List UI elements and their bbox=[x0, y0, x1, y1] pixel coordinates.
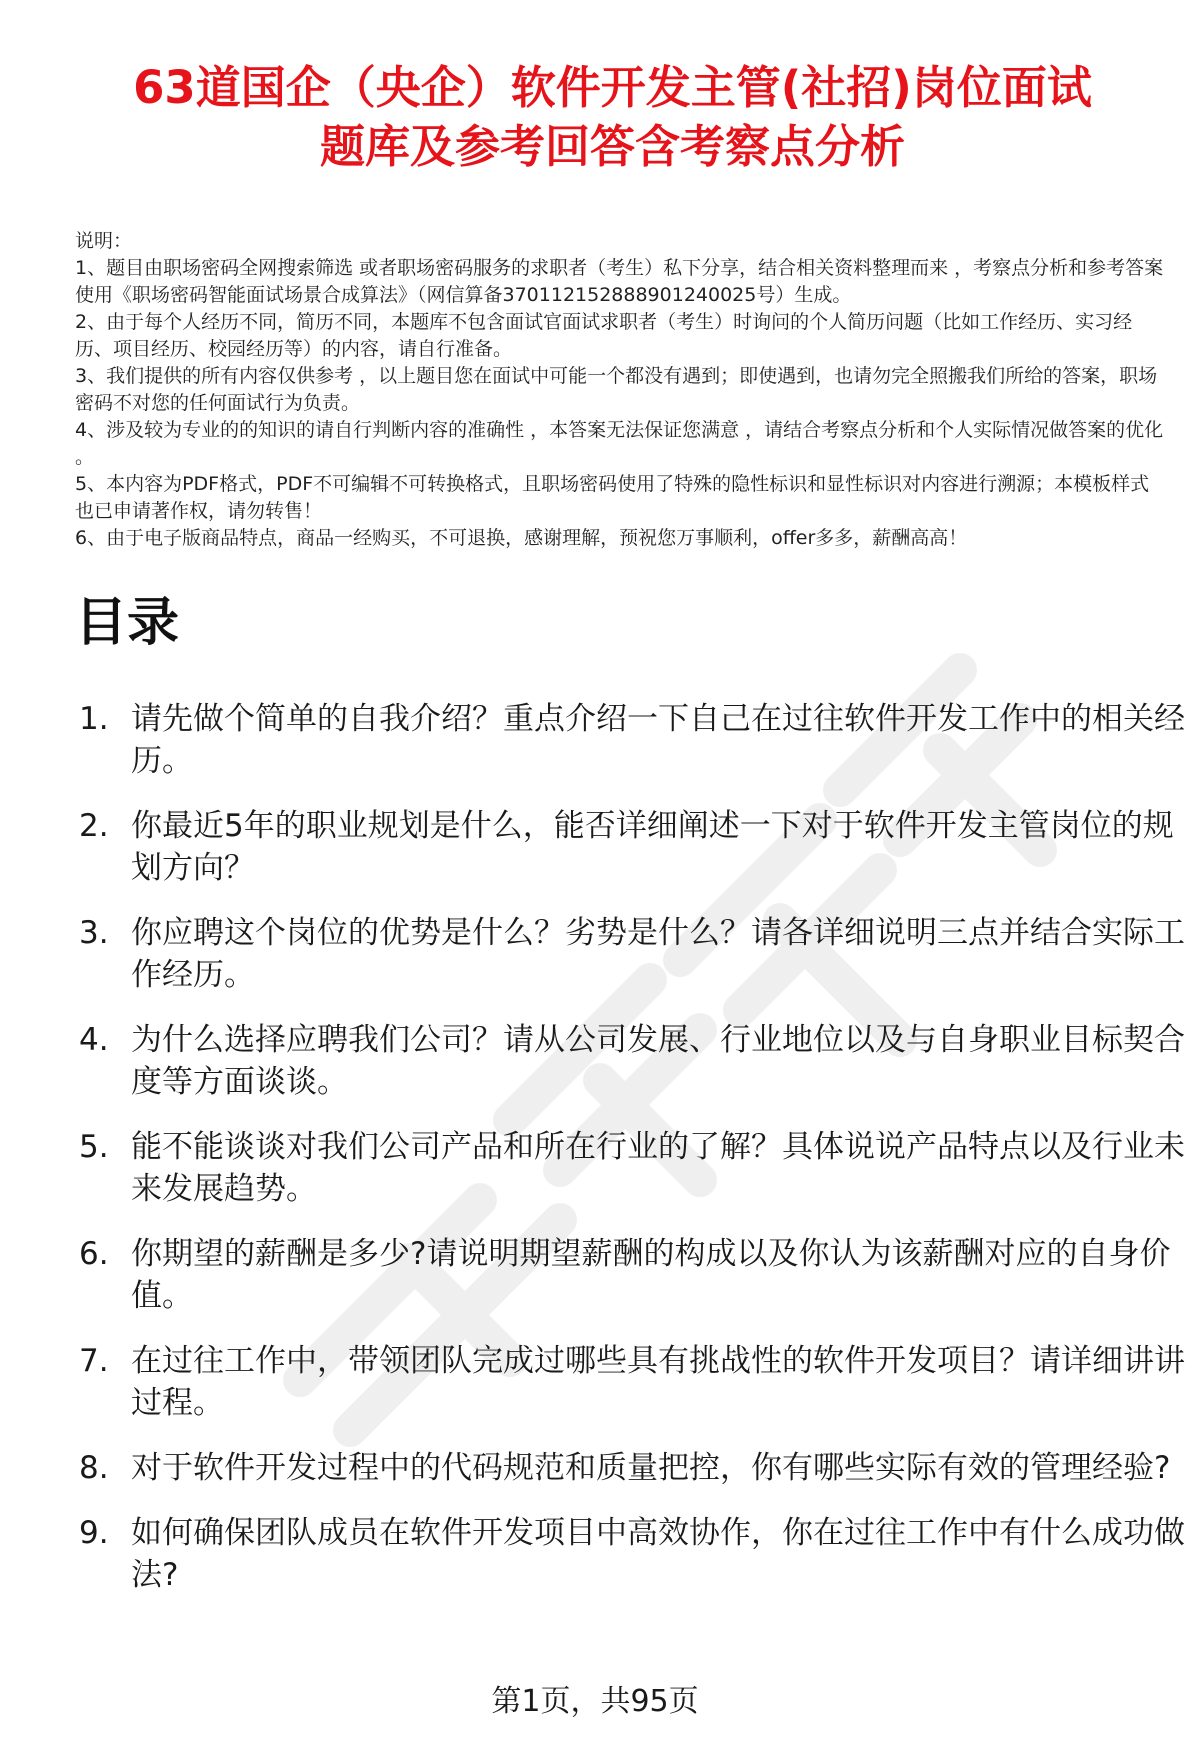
note-item-4: 4、涉及较为专业的的知识的请自行判断内容的准确性 ，本答案无法保证您满意 ，请结合考察点分析和个人实际情况做答案的优化 。 bbox=[75, 419, 1164, 468]
toc-item[interactable] bbox=[75, 1340, 1190, 1424]
toc-item-number: 9. bbox=[79, 1515, 109, 1551]
toc-item-number: 2. bbox=[79, 808, 109, 844]
toc-item-number: 7. bbox=[79, 1343, 109, 1379]
note-item-6: 6、由于电子版商品特点，商品一经购买，不可退换，感谢理解，预祝您万事顺利，offer多多，薪酬高高！ bbox=[75, 527, 968, 549]
note-item-1: 1、题目由职场密码全网搜索筛选 或者职场密码服务的求职者（考生）私下分享，结合相关资料整理而来 ，考察点分析和参考答案使用《职场密码智能面试场景合成算法》（网信算备370112152888901240025号）生成。 bbox=[75, 257, 1164, 306]
notes-section bbox=[75, 228, 1165, 552]
toc-item-text: 你应聘这个岗位的优势是什么？劣势是什么？请各详细说明三点并结合实际工作经历。 bbox=[131, 915, 1185, 993]
toc-item-text: 请先做个简单的自我介绍？重点介绍一下自己在过往软件开发工作中的相关经历。 bbox=[131, 701, 1185, 779]
toc-item[interactable] bbox=[75, 1233, 1190, 1317]
document-title-line-2: 题库及参考回答含考察点分析 bbox=[319, 120, 905, 173]
toc-item-text: 为什么选择应聘我们公司？请从公司发展、行业地位以及与自身职业目标契合度等方面谈谈。 bbox=[131, 1022, 1185, 1100]
toc-item[interactable] bbox=[75, 698, 1190, 782]
toc-item-number: 6. bbox=[79, 1236, 109, 1272]
toc-item-number: 4. bbox=[79, 1022, 109, 1058]
toc-item-text: 对于软件开发过程中的代码规范和质量把控，你有哪些实际有效的管理经验? bbox=[131, 1450, 1171, 1486]
toc-item-number: 8. bbox=[79, 1450, 109, 1486]
toc-heading: 目录 bbox=[75, 593, 180, 653]
toc-item-text: 在过往工作中，带领团队完成过哪些具有挑战性的软件开发项目？请详细讲讲过程。 bbox=[131, 1343, 1185, 1421]
notes-heading: 说明： bbox=[75, 230, 133, 252]
note-item-2: 2、由于每个人经历不同，简历不同，本题库不包含面试官面试求职者（考生）时询问的个人简历问题（比如工作经历、实习经历、项目经历、校园经历等）的内容，请自行准备。 bbox=[75, 311, 1133, 360]
toc-item[interactable] bbox=[75, 1447, 1190, 1489]
toc-item-text: 你最近5年的职业规划是什么，能否详细阐述一下对于软件开发主管岗位的规划方向？ bbox=[131, 808, 1174, 886]
toc-item[interactable] bbox=[75, 805, 1190, 889]
page-footer bbox=[0, 1682, 1190, 1722]
toc-item-text: 如何确保团队成员在软件开发项目中高效协作，你在过往工作中有什么成功做法? bbox=[131, 1515, 1185, 1593]
note-item-5: 5、本内容为PDF格式，PDF不可编辑不可转换格式，且职场密码使用了特殊的隐性标识和显性标识对内容进行溯源；本模板样式也已申请著作权，请勿转售！ bbox=[75, 473, 1150, 522]
toc-item-number: 5. bbox=[79, 1129, 109, 1165]
toc-item[interactable] bbox=[75, 1019, 1190, 1103]
toc-item-text: 能不能谈谈对我们公司产品和所在行业的了解？具体说说产品特点以及行业未来发展趋势。 bbox=[131, 1129, 1185, 1207]
toc-item-number: 3. bbox=[79, 915, 109, 951]
toc-list bbox=[75, 698, 1185, 1596]
toc-item-number: 1. bbox=[79, 701, 109, 737]
note-item-3: 3、我们提供的所有内容仅供参考 ，以上题目您在面试中可能一个都没有遇到；即使遇到，也请勿完全照搬我们所给的答案，职场密码不对您的任何面试行为负责。 bbox=[75, 365, 1158, 414]
toc-item[interactable] bbox=[75, 912, 1190, 996]
toc-item[interactable] bbox=[75, 1126, 1190, 1210]
document-title bbox=[75, 0, 1150, 176]
toc-item-text: 你期望的薪酬是多少?请说明期望薪酬的构成以及你认为该薪酬对应的自身价值。 bbox=[131, 1236, 1171, 1314]
page-number-label: 第1页，共95页 bbox=[491, 1684, 699, 1719]
toc-item[interactable] bbox=[75, 1512, 1190, 1596]
document-title-line-1: 63道国企（央企）软件开发主管(社招)岗位面试 bbox=[133, 61, 1092, 114]
